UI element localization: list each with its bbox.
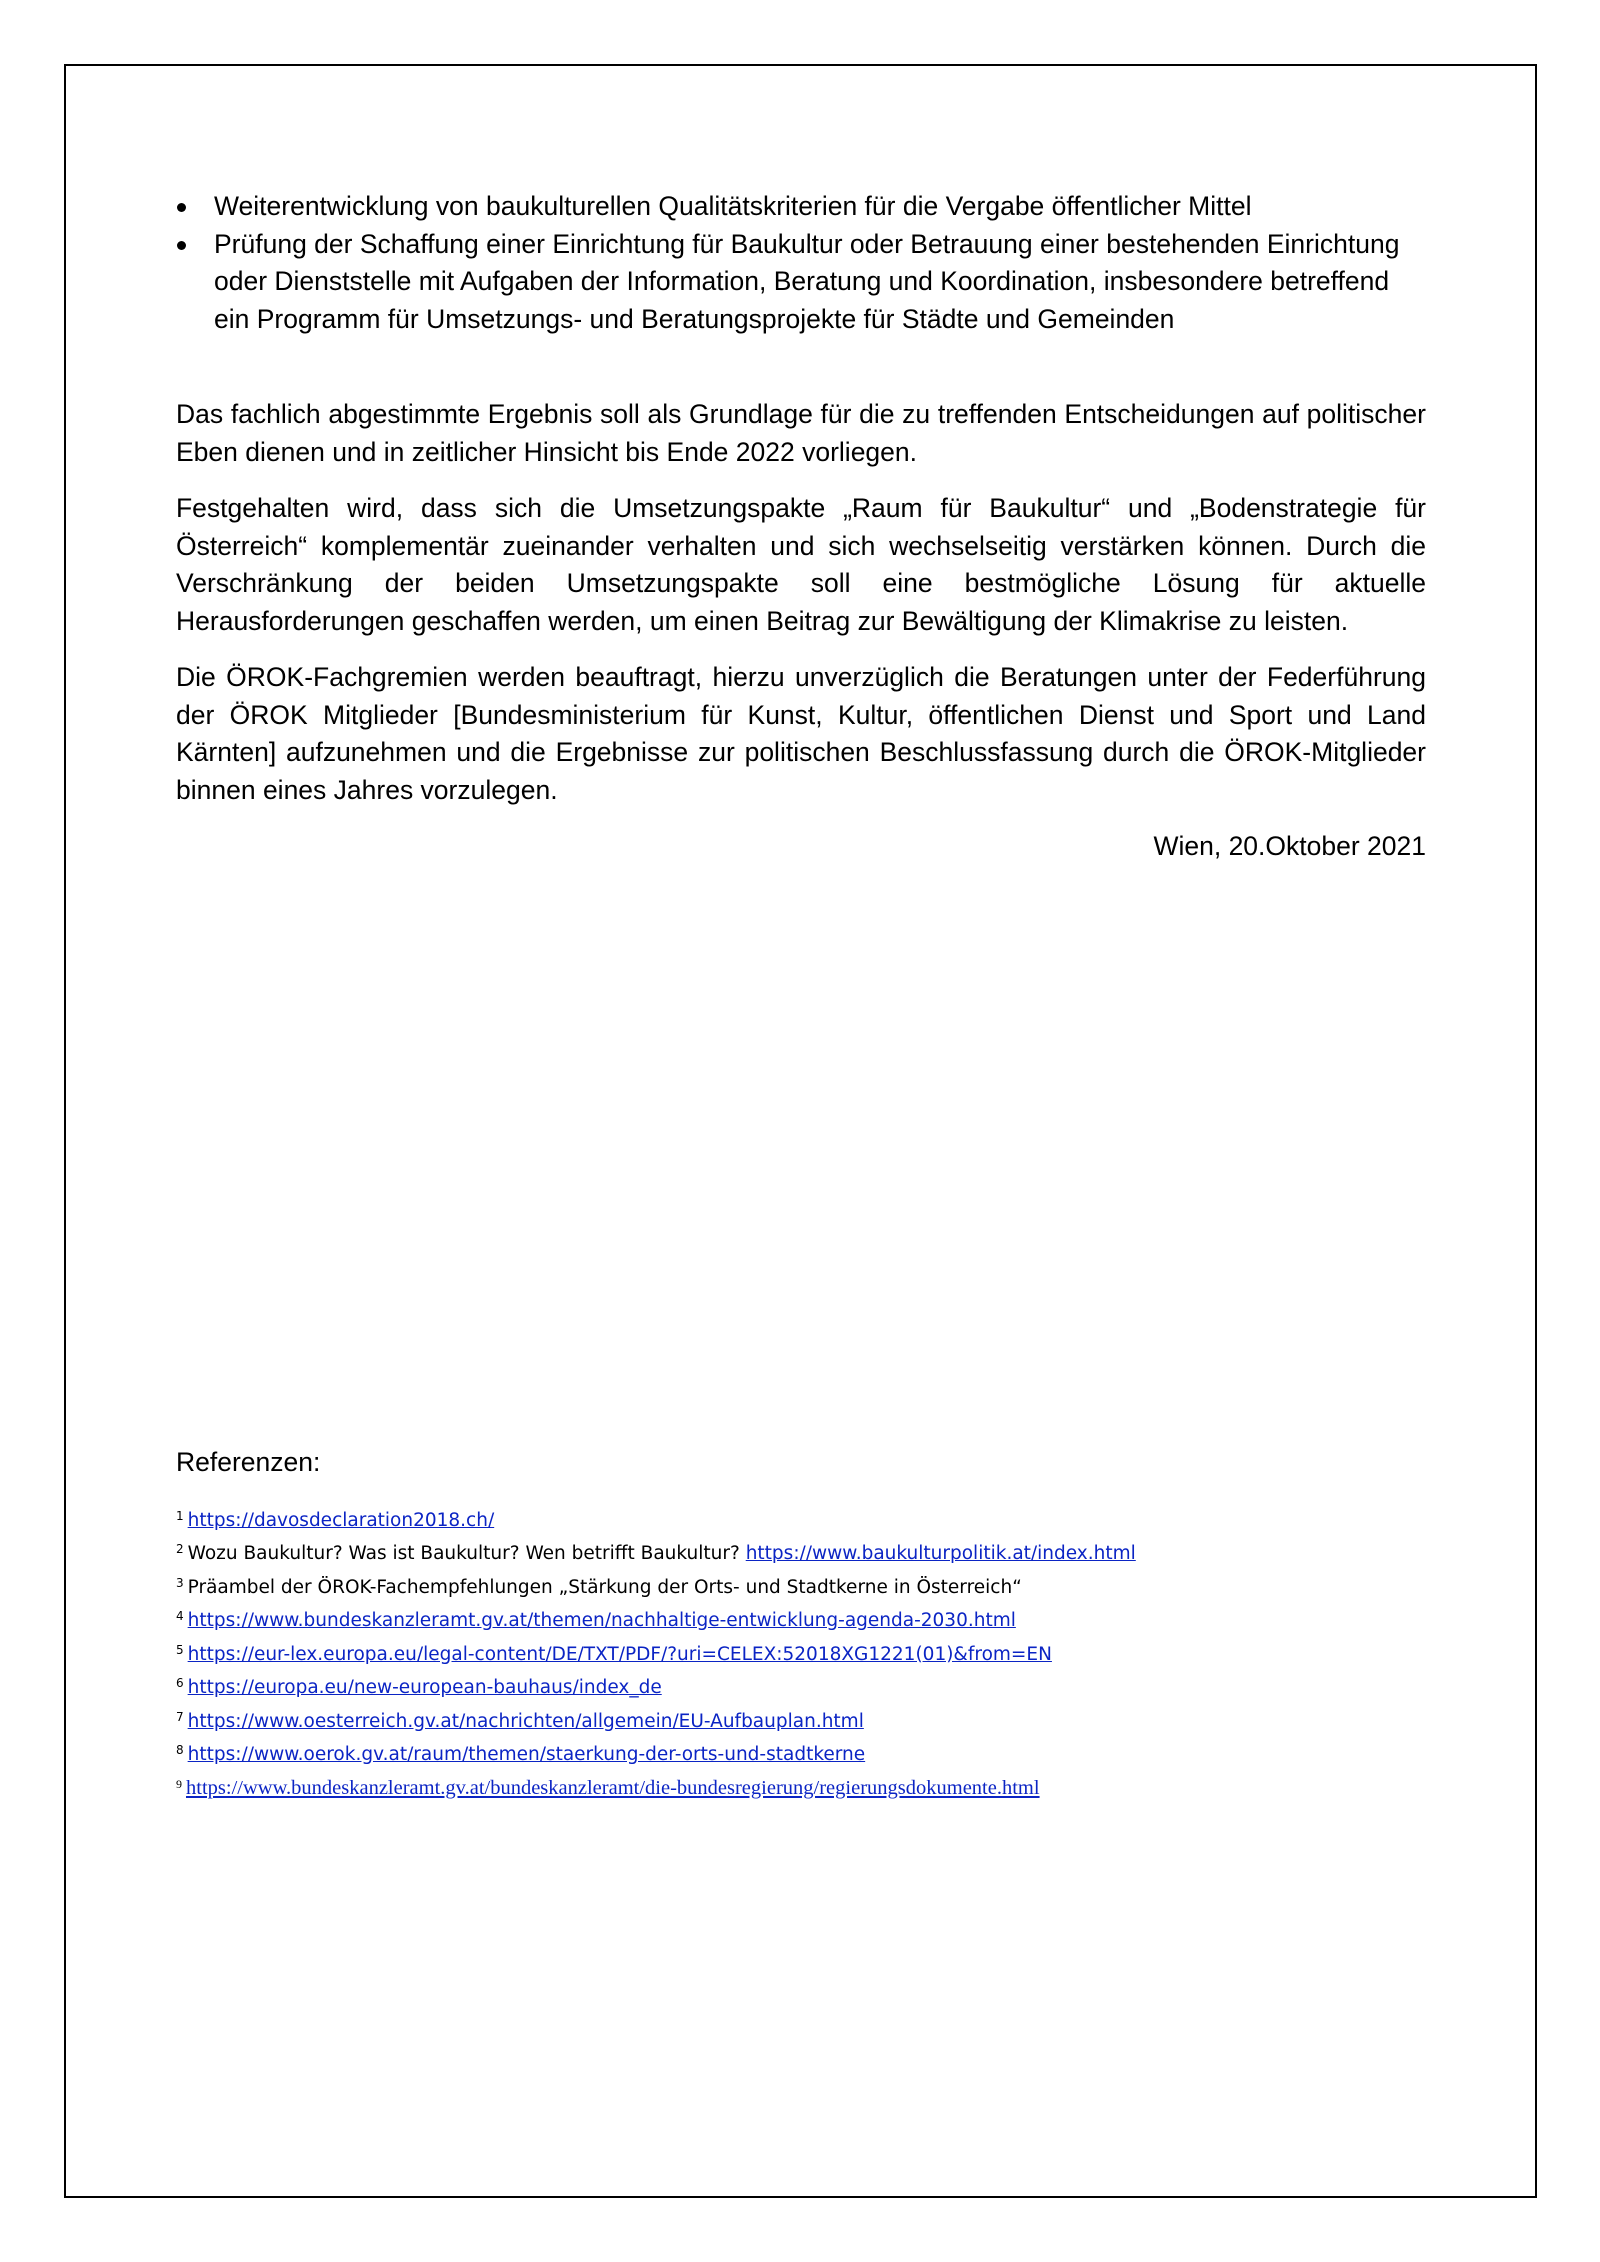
- footnote-7: $^7$ https://www.oesterreich.gv.at/nachrichten/allgemein/EU-Aufbauplan.html: [176, 1709, 864, 1732]
- footnote-link[interactable]: https://www.oerok.gv.at/raum/themen/staerkung-der-orts-und-stadtkerne: [187, 1744, 866, 1765]
- footnote-6: $^6$ https://europa.eu/new-european-bauhaus/index_de: [176, 1676, 662, 1698]
- footnote-link[interactable]: https://davosdeclaration2018.ch/: [187, 1509, 495, 1531]
- footnote-5: $^5$ https://eur-lex.europa.eu/legal-content/DE/TXT/PDF/?uri=CELEX:52018XG1221(01)&from=EN: [176, 1642, 1052, 1665]
- list-item-text: Prüfung der Schaffung einer Einrichtung für Baukultur oder Betrauung einer bestehenden Einrichtung oder Dienststelle mit Aufgaben der Information, Beratung und Koordination, insbesondere betreffend ein Programm für Umsetzungs- und Beratungsprojekte für Städte und Gemeinden: [214, 228, 1400, 334]
- paragraph-complementarity: Festgehalten wird, dass sich die Umsetzungspakte „Raum für Baukultur“ und „Bodenstrategie für Österreich“ komplementär zueinander verhalten und sich wechselseitig verstärken können. Durch die Verschränkung der beiden Umsetzungspakte soll eine bestmögliche Lösung für aktuelle Herausforderungen geschaffen werden, um einen Beitrag zur Bewältigung der Klimakrise zu leisten.: [176, 493, 1426, 636]
- place-and-date: Wien, 20.Oktober 2021: [1153, 831, 1426, 861]
- footnote-9: $^9$ https://www.bundeskanzleramt.gv.at/bundeskanzleramt/die-bundesregierung/regierungsdokumente.html: [176, 1776, 1040, 1799]
- references-section: [176, 1444, 1426, 1803]
- footnote-text: Präambel der ÖROK-Fachempfehlungen „Stärkung der Orts- und Stadtkerne in Österreich“: [187, 1576, 1022, 1598]
- document-body: [176, 188, 1426, 866]
- measures-list: [176, 188, 1426, 338]
- footnote-3: $^3$ Präambel der ÖROK-Fachempfehlungen „Stärkung der Orts- und Stadtkerne in Österreich“: [176, 1575, 1022, 1598]
- list-item: [176, 188, 1426, 226]
- paragraph-mandate: Die ÖROK-Fachgremien werden beauftragt, hierzu unverzüglich die Beratungen unter der Federführung der ÖROK Mitglieder [Bundesministerium für Kunst, Kultur, öffentlichen Dienst und Sport und Land Kärnten] aufzunehmen und die Ergebnisse zur politischen Beschlussfassung durch die ÖROK-Mitglieder binnen eines Jahres vorzulegen.: [176, 662, 1426, 805]
- footnote-link[interactable]: https://www.bundeskanzleramt.gv.at/themen/nachhaltige-entwicklung-agenda-2030.html: [187, 1610, 1016, 1631]
- paragraph-result: Das fachlich abgestimmte Ergebnis soll als Grundlage für die zu treffenden Entscheidungen auf politischer Eben dienen und in zeitlicher Hinsicht bis Ende 2022 vorliegen.: [176, 399, 1426, 467]
- footnote-list: [176, 1502, 1426, 1804]
- footnote-link[interactable]: https://www.oesterreich.gv.at/nachrichten/allgemein/EU-Aufbauplan.html: [187, 1710, 864, 1732]
- footnote-link[interactable]: https://eur-lex.europa.eu/legal-content/DE/TXT/PDF/?uri=CELEX:52018XG1221(01)&from=EN: [187, 1643, 1052, 1665]
- footnote-4: $^4$ https://www.bundeskanzleramt.gv.at/themen/nachhaltige-entwicklung-agenda-2030.html: [176, 1609, 1016, 1631]
- footnote-link[interactable]: https://www.baukulturpolitik.at/index.html: [745, 1543, 1136, 1564]
- footnote-8: $^8$ https://www.oerok.gv.at/raum/themen/staerkung-der-orts-und-stadtkerne: [176, 1743, 866, 1765]
- footnote-text: Wozu Baukultur? Was ist Baukultur? Wen betrifft Baukultur?: [187, 1543, 746, 1564]
- bullet-icon: [177, 241, 186, 250]
- footnote-link[interactable]: https://www.bundeskanzleramt.gv.at/bundeskanzleramt/die-bundesregierung/regierungsdokumente.html: [186, 1776, 1040, 1799]
- footnote-link[interactable]: https://europa.eu/new-european-bauhaus/index_de: [187, 1677, 662, 1698]
- bullet-icon: [177, 203, 186, 212]
- footnote-1: $^1$ https://davosdeclaration2018.ch/: [176, 1508, 495, 1531]
- list-item: [176, 226, 1426, 339]
- references-heading: Referenzen:: [176, 1447, 321, 1477]
- list-item-text: Weiterentwicklung von baukulturellen Qualitätskriterien für die Vergabe öffentlicher Mittel: [214, 191, 1252, 221]
- footnote-2: $^2$ Wozu Baukultur? Was ist Baukultur? Wen betrifft Baukultur? https://www.baukulturpolitik.at/index.html: [176, 1542, 1136, 1564]
